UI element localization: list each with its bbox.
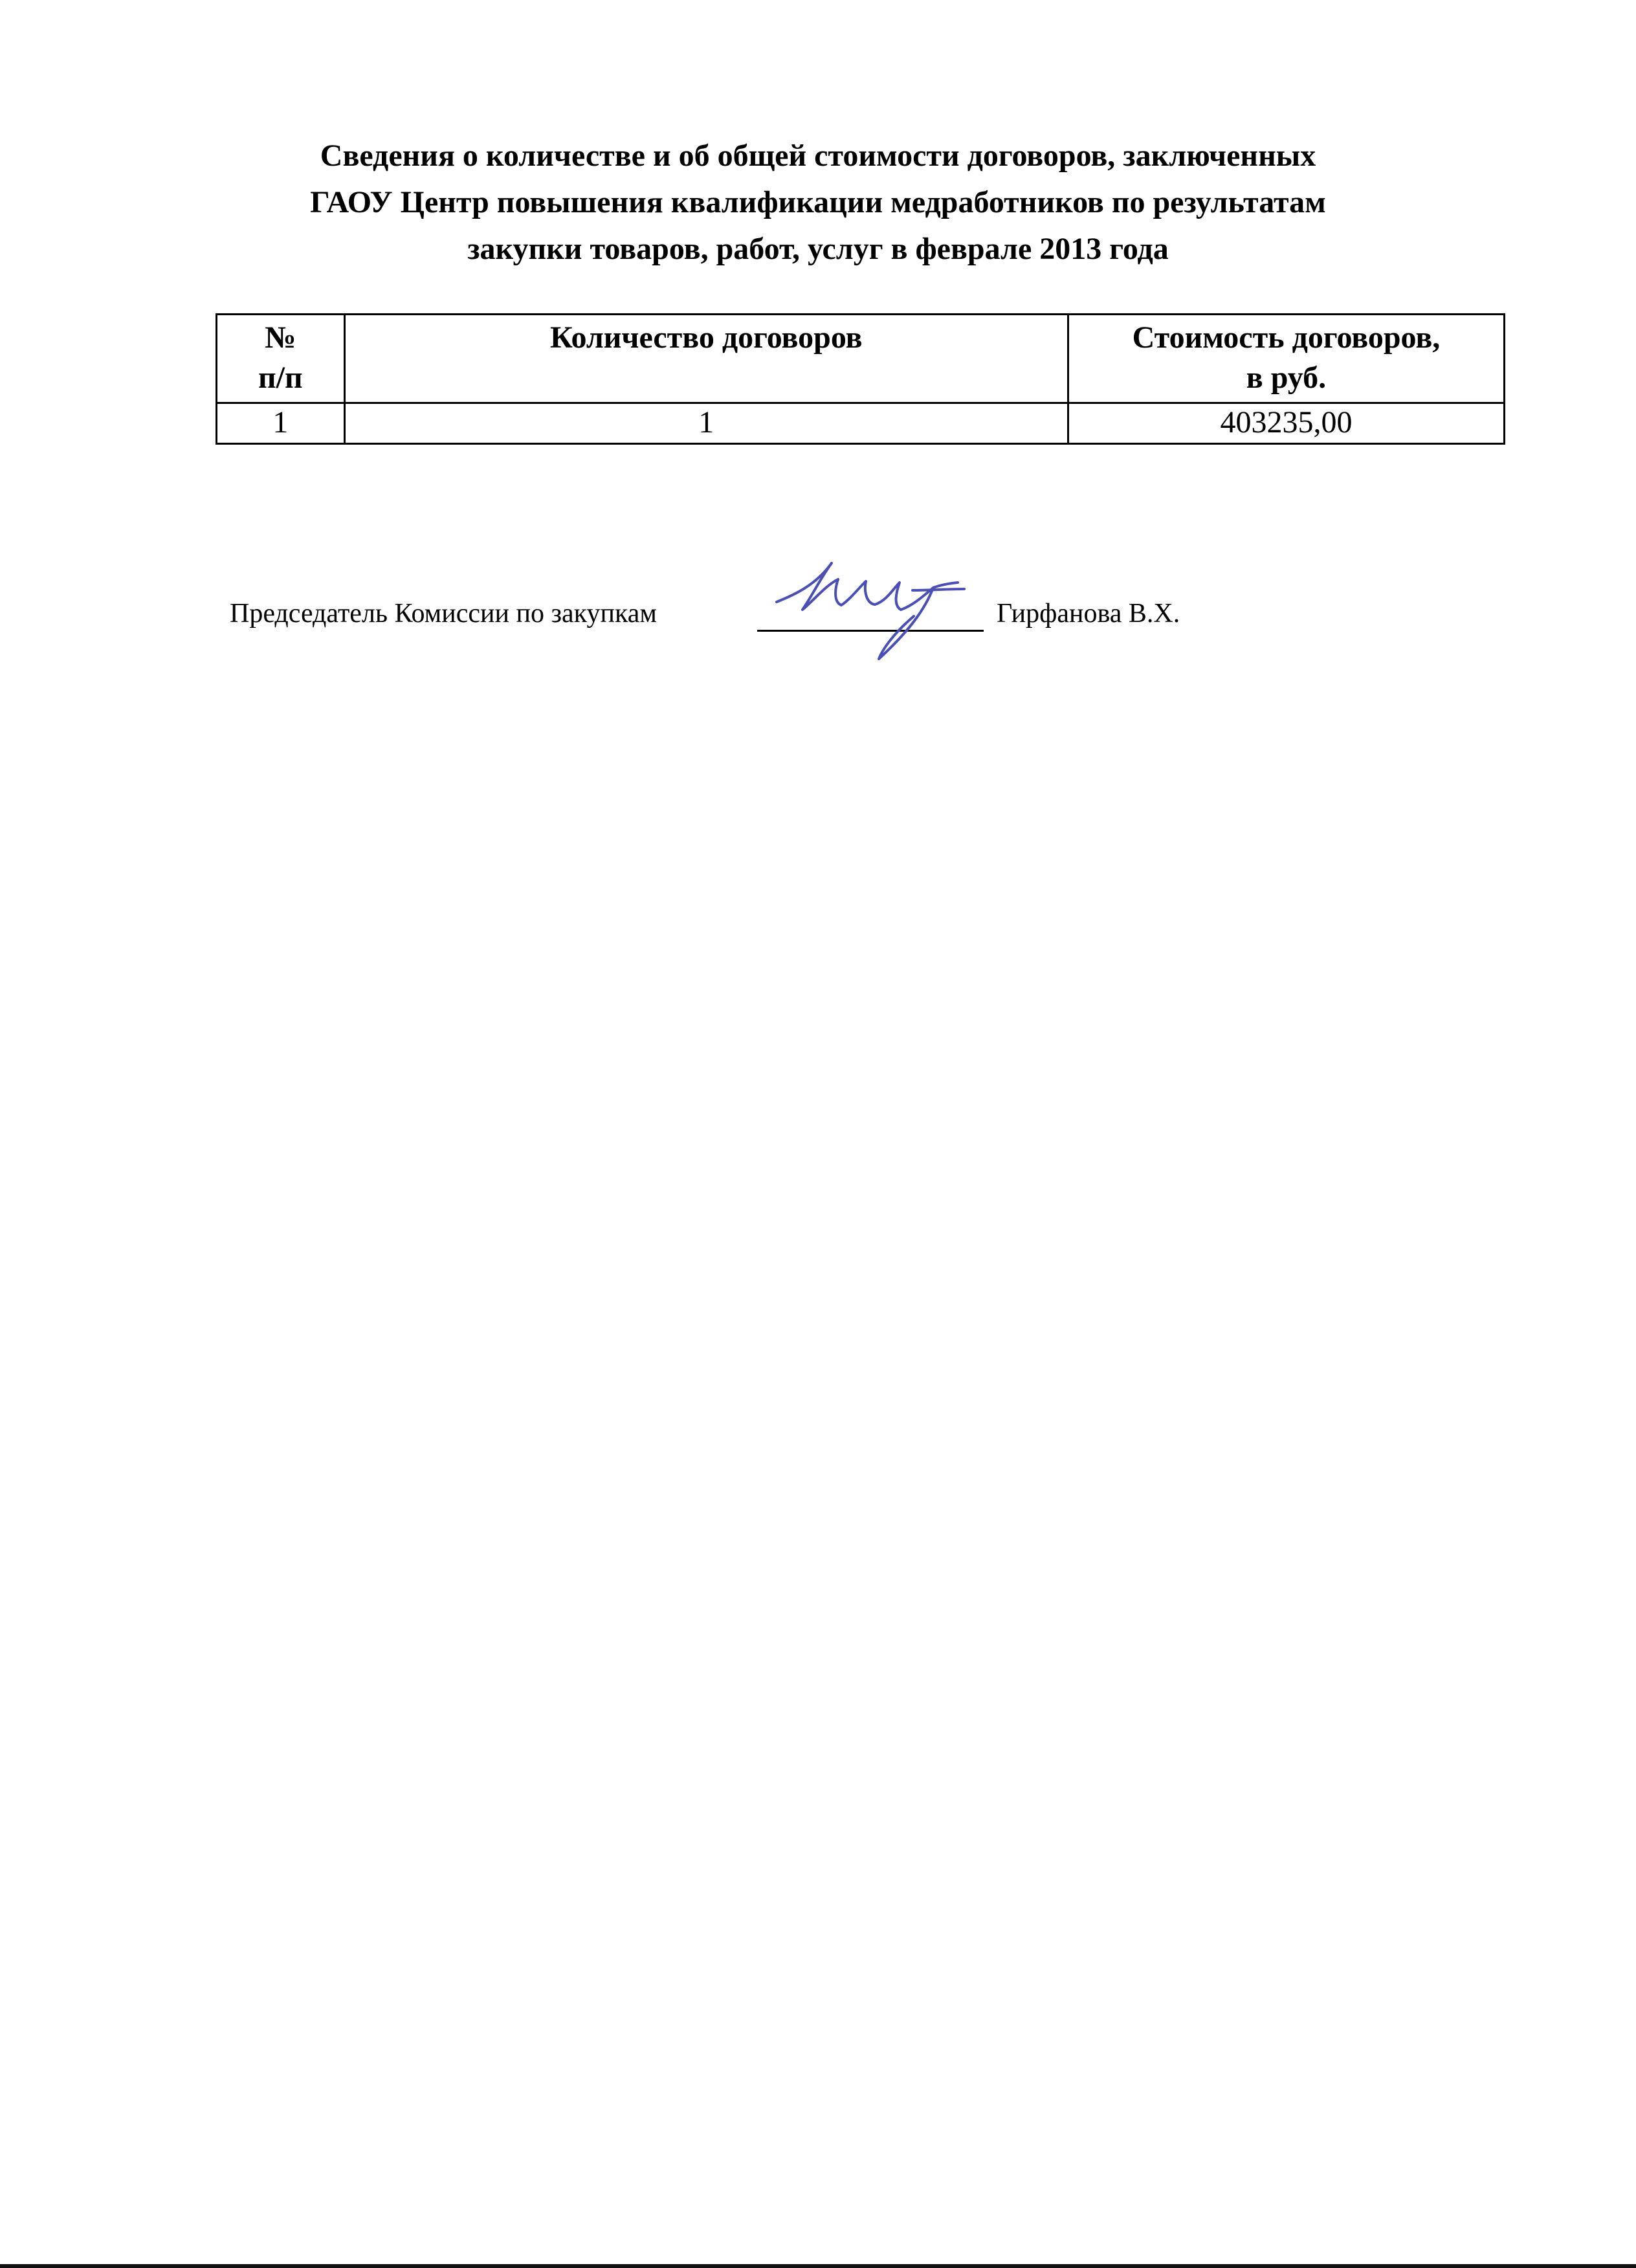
cell-cost: 403235,00	[1068, 403, 1504, 444]
header-count: Количество договоров	[344, 315, 1068, 403]
title-line-3: закупки товаров, работ, услуг в феврале 2013 года	[467, 232, 1169, 266]
header-num	[217, 315, 345, 403]
signatory-position: Председатель Комиссии по закупкам	[230, 599, 657, 628]
title-line-2: ГАОУ Центр повышения квалификации медработников по результатам	[310, 185, 1326, 219]
cell-count: 1	[344, 403, 1068, 444]
signatory-name: Гирфанова В.Х.	[997, 599, 1180, 628]
cell-num: 1	[217, 403, 345, 444]
header-cost-line2: в руб.	[1246, 361, 1327, 395]
table-row	[217, 403, 1505, 444]
header-cost	[1068, 315, 1504, 403]
table-header-row	[217, 315, 1505, 403]
contracts-table	[216, 313, 1505, 445]
header-num-line1: №	[265, 320, 296, 355]
scan-edge	[0, 2264, 1636, 2268]
header-num-line2: п/п	[258, 361, 303, 395]
document-title	[194, 133, 1442, 272]
title-line-1: Сведения о количестве и об общей стоимости договоров, заключенных	[320, 139, 1316, 173]
header-cost-line1: Стоимость договоров,	[1132, 320, 1441, 355]
handwritten-signature	[764, 550, 977, 667]
